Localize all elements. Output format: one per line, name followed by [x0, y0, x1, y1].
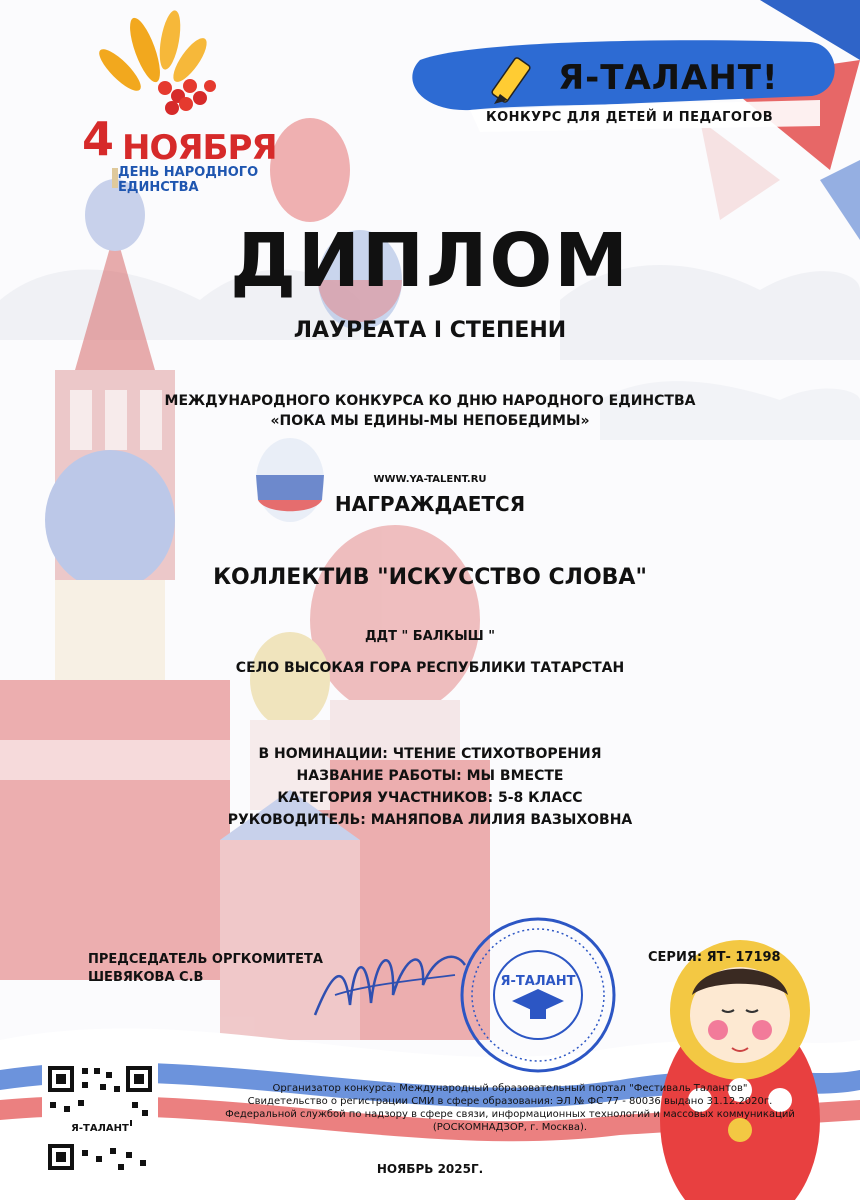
rowan-leaves-icon	[94, 9, 216, 115]
matryoshka-icon	[660, 940, 820, 1200]
website-link[interactable]: WWW.YA-TALENT.RU	[373, 474, 487, 485]
contest-name-line1: МЕЖДУНАРОДНОГО КОНКУРСА КО ДНЮ НАРОДНОГО ЕДИНСТВА	[164, 393, 696, 409]
contest-name-line2: «ПОКА МЫ ЕДИНЫ-МЫ НЕПОБЕДИМЫ»	[270, 413, 590, 429]
chair-title: ПРЕДСЕДАТЕЛЬ ОРГКОМИТЕТА	[88, 952, 323, 967]
issue-date: НОЯБРЬ 2025Г.	[376, 1162, 484, 1176]
nomination-text: В НОМИНАЦИИ: ЧТЕНИЕ СТИХОТВОРЕНИЯ	[258, 746, 602, 762]
diploma-title: ДИПЛОМ	[230, 218, 630, 304]
footer-organizer: Организатор конкурса: Международный образовательный портал "Фестиваль Талантов"	[272, 1083, 748, 1094]
category-text: КАТЕГОРИЯ УЧАСТНИКОВ: 5-8 КЛАСС	[277, 790, 583, 806]
footer-roskom: (РОСКОМНАДЗОР, г. Москва).	[432, 1122, 588, 1133]
brand-subtitle: КОНКУРС ДЛЯ ДЕТЕЙ И ПЕДАГОГОВ	[486, 110, 774, 125]
logo-date-month: НОЯБРЯ	[122, 128, 277, 168]
organization-name: ДДТ " БАЛКЫШ "	[364, 629, 496, 644]
laureate-degree: ЛАУРЕАТА I СТЕПЕНИ	[293, 318, 567, 343]
logo-holiday-name: ДЕНЬ НАРОДНОГО ЕДИНСТВА	[118, 165, 259, 195]
footer-authority: Федеральной службой по надзору в сфере связи, информационных технологий и массовых коммуникаций	[225, 1109, 795, 1120]
logo-date-number: 4	[82, 112, 113, 166]
qr-logo-text: Я-ТАЛАНТ	[71, 1123, 129, 1134]
series-number: СЕРИЯ: ЯТ- 17198	[648, 950, 781, 965]
location-text: СЕЛО ВЫСОКАЯ ГОРА РЕСПУБЛИКИ ТАТАРСТАН	[235, 660, 625, 676]
balloon-red	[270, 118, 350, 222]
qr-code[interactable]	[42, 1060, 158, 1176]
work-name-text: НАЗВАНИЕ РАБОТЫ: МЫ ВМЕСТЕ	[296, 768, 564, 784]
awarded-label: НАГРАЖДАЕТСЯ	[334, 492, 526, 516]
brand-title: Я-ТАЛАНТ!	[558, 58, 779, 98]
official-stamp	[458, 915, 618, 1075]
recipient-name: КОЛЛЕКТИВ "ИСКУССТВО СЛОВА"	[213, 565, 647, 590]
signature-image	[305, 925, 475, 1035]
footer-registration: Свидетельство о регистрации СМИ в сфере образования: ЭЛ № ФС 77 - 80036 выдано 31.12.2020г.	[247, 1096, 773, 1107]
chair-name: ШЕВЯКОВА С.В	[88, 970, 204, 985]
supervisor-text: РУКОВОДИТЕЛЬ: МАНЯПОВА ЛИЛИЯ ВАЗЫХОВНА	[227, 812, 633, 828]
svg-text:Я-ТАЛАНТ: Я-ТАЛАНТ	[500, 974, 576, 989]
